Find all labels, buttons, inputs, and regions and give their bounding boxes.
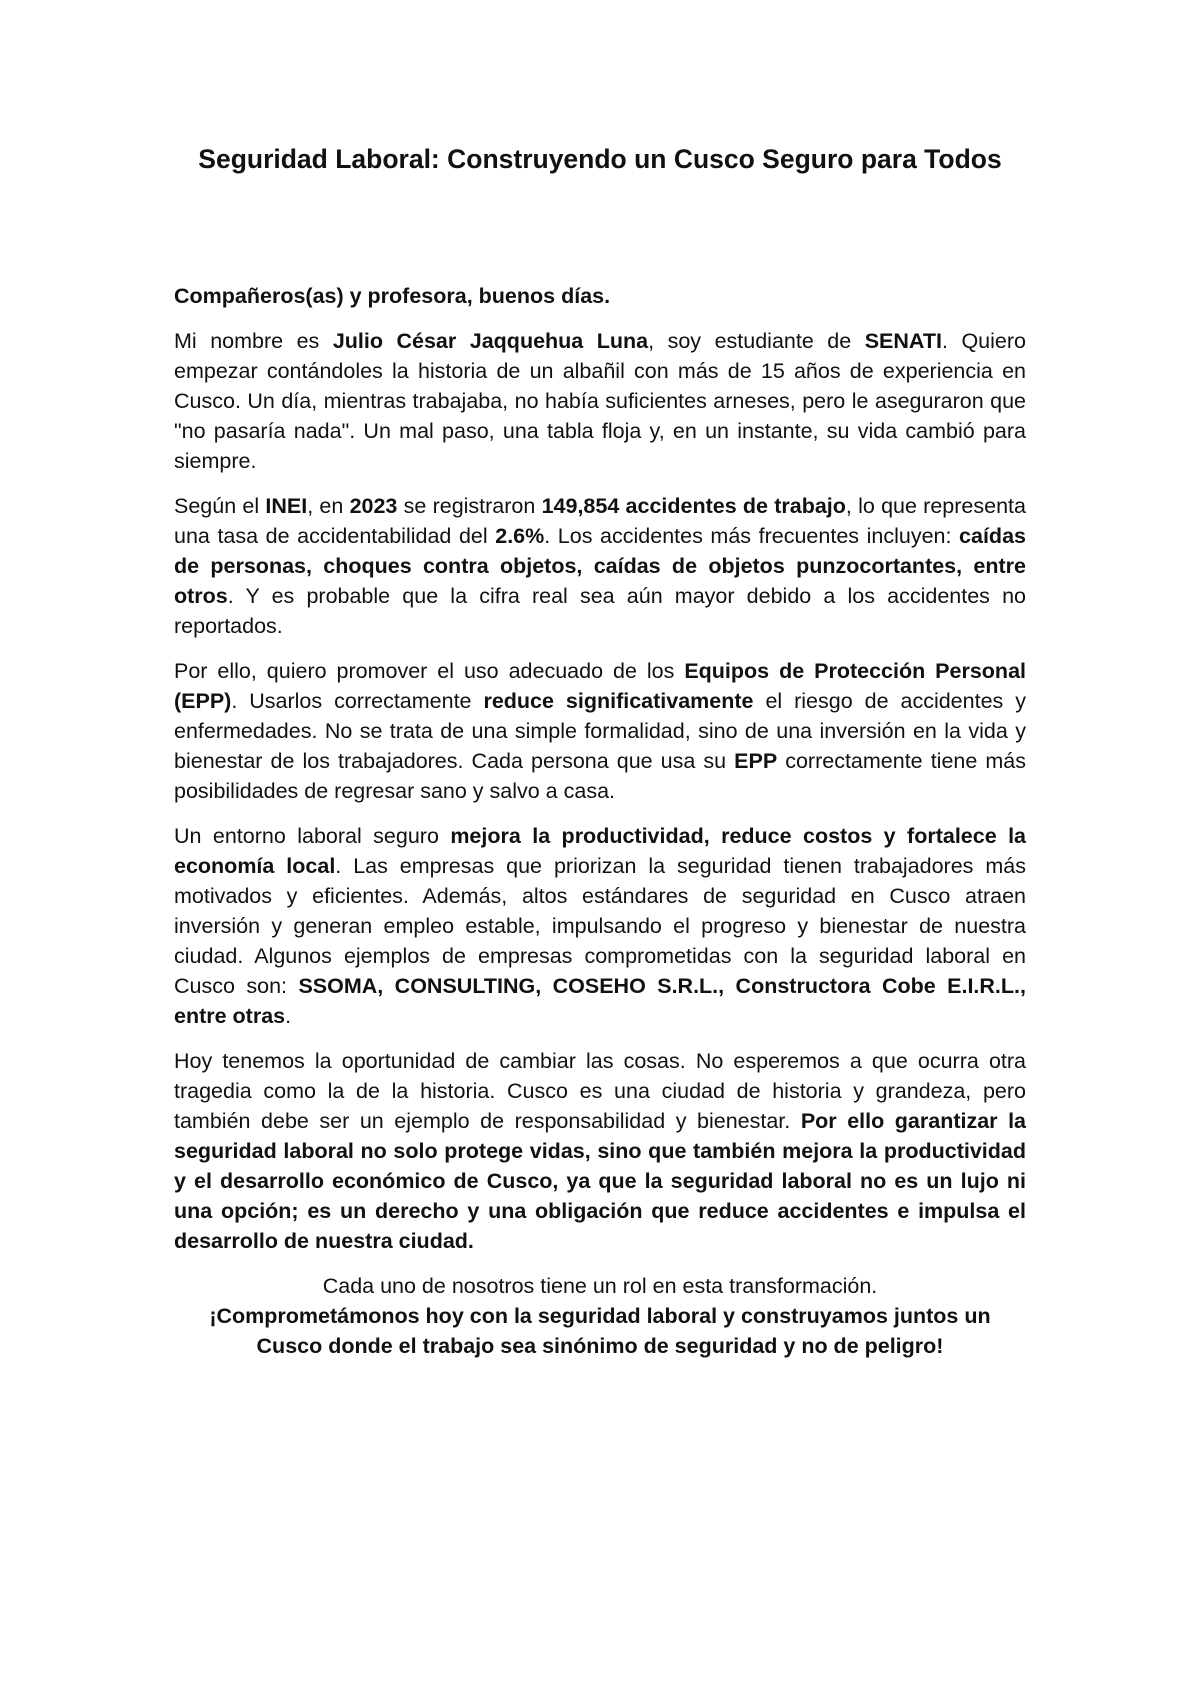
p3-text-4: correctamente tiene más posibilidades de regresar sano y salvo a casa. [174,749,1026,803]
p2-text-3: se registraron [397,494,542,518]
p1-text-2: , soy estudiante de [648,329,865,353]
closing-statement [174,1271,1026,1361]
p3-text-2: . Usarlos correctamente [231,689,484,713]
paragraph-statistics [174,491,1026,641]
companies-list: SSOMA, CONSULTING, COSEHO S.R.L., Constructora Cobe E.I.R.L., entre otras [174,974,1026,1028]
p2-text-1: Según el [174,494,266,518]
paragraph-benefits [174,821,1026,1031]
epp-term: Equipos de Protección Personal (EPP) [174,659,1026,713]
p2-text-2: , en [307,494,350,518]
p5-text-1: Hoy tenemos la oportunidad de cambiar las cosas. No esperemos a que ocurra otra tragedia como la de la historia. Cusco es una ciudad de historia y grandeza, pero también debe ser un ejemplo de responsabilidad y bienestar. [174,1049,1026,1133]
paragraph-epp [174,656,1026,806]
epp-short: EPP [734,749,778,773]
p1-text-1: Mi nombre es [174,329,333,353]
closing-line-1: Cada uno de nosotros tiene un rol en esta transformación. [322,1274,878,1298]
p2-text-4: , lo que representa una tasa de accidentabilidad del [174,494,1026,548]
p3-text-3: el riesgo de accidentes y enfermedades. No se trata de una simple formalidad, sino de una inversión en la vida y bienestar de los trabajadores. Cada persona que usa su [174,689,1026,773]
p4-text-2: . Las empresas que priorizan la seguridad tienen trabajadores más motivados y eficientes. Además, altos estándares de seguridad en Cusco atraen inversión y generan empleo estable, impulsando el progreso y bienestar de nuestra ciudad. Algunos ejemplos de empresas comprometidas con la seguridad laboral en Cusco son: [174,854,1026,998]
conclusion-emphasis: Por ello garantizar la seguridad laboral no solo protege vidas, sino que también mejora la productividad y el desarrollo económico de Cusco, ya que la seguridad laboral no es un lujo ni una opción; es un derecho y una obligación que reduce accidentes e impulsa el desarrollo de nuestra ciudad. [174,1109,1027,1253]
institution-name: SENATI [864,329,942,353]
document-body [174,281,1026,1376]
reduce-emphasis: reduce significativamente [483,689,754,713]
benefits-emphasis: mejora la productividad, reduce costos y fortalece la economía local [174,824,1027,878]
statistics-year: 2023 [349,494,398,518]
paragraph-conclusion [174,1046,1026,1256]
p2-text-6: . Y es probable que la cifra real sea aún mayor debido a los accidentes no reportados. [174,584,1026,638]
p3-text-1: Por ello, quiero promover el uso adecuado de los [174,659,685,683]
p1-text-3: . Quiero empezar contándoles la historia de un albañil con más de 15 años de experiencia en Cusco. Un día, mientras trabajaba, no había suficientes arneses, pero le aseguraron que "no pasaría nada". Un mal paso, una tabla floja y, en un instante, su vida cambió para siempre. [174,329,1026,473]
student-name: Julio César Jaqquehua Luna [332,329,649,353]
closing-call-to-action: ¡Comprometámonos hoy con la seguridad laboral y construyamos juntos un Cusco donde el trabajo sea sinónimo de seguridad y no de peligro! [209,1304,991,1358]
p4-text-1: Un entorno laboral seguro [174,824,451,848]
accident-rate: 2.6% [495,524,545,548]
document-title: Seguridad Laboral: Construyendo un Cusco Seguro para Todos [198,144,1002,174]
source-name: INEI [265,494,308,518]
greeting: Compañeros(as) y profesora, buenos días. [174,284,611,308]
accident-count: 149,854 accidentes de trabajo [541,494,846,518]
paragraph-introduction [174,326,1026,476]
p4-text-3: . [285,1004,292,1028]
p2-text-5: . Los accidentes más frecuentes incluyen: [544,524,960,548]
accident-types: caídas de personas, choques contra objetos, caídas de objetos punzocortantes, entre otros [174,524,1026,608]
